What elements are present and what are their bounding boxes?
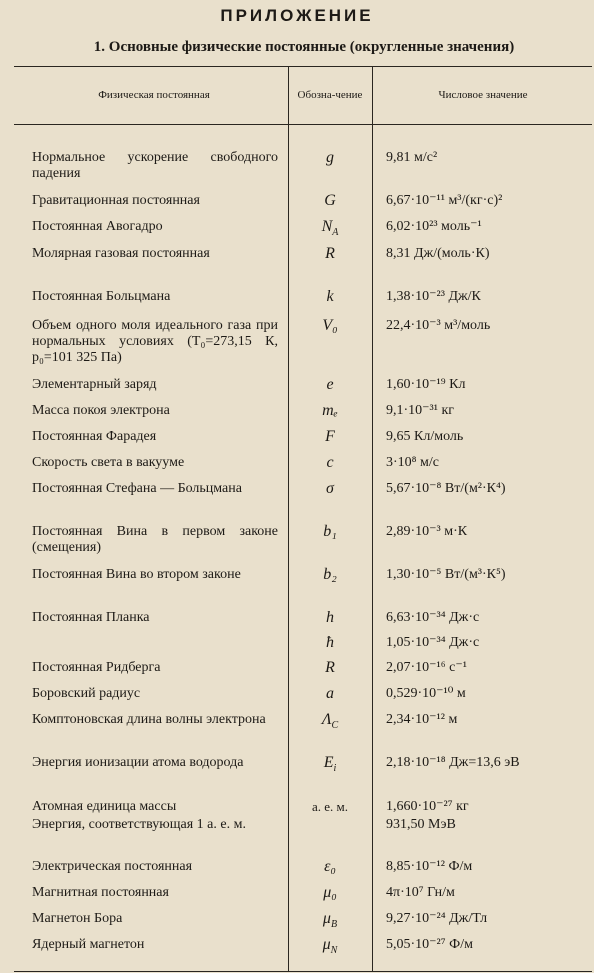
- constant-name: Постоянная Стефана — Больцмана: [32, 481, 242, 496]
- constant-value: 8,31 Дж/(моль·К): [386, 246, 490, 261]
- constant-value: 9,1·10⁻³¹ кг: [386, 403, 454, 418]
- constant-value: 6,02·10²³ моль⁻¹: [386, 219, 482, 234]
- constant-name: Постоянная Планка: [32, 610, 150, 625]
- table-caption: 1. Основные физические постоянные (округленные значения): [93, 39, 515, 55]
- constant-symbol: b₁: [323, 523, 337, 540]
- constant-symbol: e: [326, 376, 334, 393]
- constant-value: 5,05·10⁻²⁷ Ф/м: [386, 937, 473, 952]
- constant-symbol: b₂: [323, 566, 337, 583]
- constant-name: Постоянная Вина во втором законе: [32, 567, 241, 582]
- header-symbol: Обозна-чение: [297, 89, 363, 101]
- constant-symbol: $\mu_N$: [322, 936, 338, 957]
- constant-value: 1,05·10⁻³⁴ Дж·с: [386, 635, 480, 650]
- constant-value: 6,63·10⁻³⁴ Дж·с: [386, 610, 480, 625]
- constant-symbol: mₑ: [322, 402, 338, 419]
- constant-value: 2,18·10⁻¹⁸ Дж=13,6 эВ: [386, 755, 520, 770]
- constant-symbol: σ: [326, 480, 334, 497]
- constant-value: 2,89·10⁻³ м·К: [386, 524, 468, 539]
- constant-symbol: ε₀: [324, 858, 336, 875]
- constant-value: 3·10⁸ м/с: [386, 455, 440, 470]
- constant-value: 931,50 МэВ: [386, 817, 456, 832]
- constant-name: Молярная газовая постоянная: [32, 246, 210, 261]
- constant-name: Масса покоя электрона: [32, 403, 170, 418]
- constant-symbol: G: [324, 192, 336, 209]
- constant-name: Постоянная Авогадро: [32, 219, 163, 234]
- header-name: Физическая постоянная: [98, 89, 210, 101]
- constant-name: Объем одного моля идеального газа при нормальных условиях (T₀=273,15 К, p₀=101 325 Па): [32, 318, 278, 365]
- constant-symbol: $\mu_B$: [322, 910, 338, 931]
- constant-symbol: ħ: [326, 634, 334, 651]
- constant-name: Элементарный заряд: [32, 377, 157, 392]
- constant-value: 1,30·10⁻⁵ Вт/(м³·К⁵): [386, 567, 506, 582]
- constant-name: Энергия ионизации атома водорода: [32, 755, 244, 770]
- constant-value: 2,07·10⁻¹⁶ с⁻¹: [386, 660, 467, 675]
- constant-value: 9,81 м/с²: [386, 150, 438, 165]
- constant-value: 9,27·10⁻²⁴ Дж/Тл: [386, 911, 488, 926]
- constant-symbol: $\Lambda_C$: [321, 711, 339, 732]
- constant-symbol: h: [326, 609, 334, 626]
- constant-name: Постоянная Больцмана: [32, 289, 171, 304]
- constant-value: 2,34·10⁻¹² м: [386, 712, 458, 727]
- constant-value: 5,67·10⁻⁸ Вт/(м²·К⁴): [386, 481, 506, 496]
- constant-symbol: g: [326, 149, 334, 166]
- constant-symbol: R: [325, 659, 335, 676]
- constant-name: Постоянная Фарадея: [32, 429, 157, 444]
- constant-symbol: V₀: [322, 317, 338, 334]
- header-value: Числовое значение: [438, 89, 528, 101]
- constant-name: Нормальное ускорение свободного падения: [32, 150, 278, 181]
- constant-name: Постоянная Ридберга: [32, 660, 161, 675]
- constant-value: 6,67·10⁻¹¹ м³/(кг·с)²: [386, 193, 503, 208]
- constant-symbol: k: [326, 288, 334, 305]
- constant-symbol: а. е. м.: [311, 799, 349, 814]
- column-divider: [372, 66, 373, 971]
- page-title: ПРИЛОЖЕНИЕ: [220, 6, 374, 25]
- table-bottom-rule: [14, 971, 592, 972]
- constant-name: Энергия, соответствующая 1 а. е. м.: [32, 817, 246, 832]
- constant-value: 1,38·10⁻²³ Дж/К: [386, 289, 481, 304]
- constant-name: Боровский радиус: [32, 686, 141, 701]
- constant-name: Магнетон Бора: [32, 911, 123, 926]
- constant-name: Гравитационная постоянная: [32, 193, 200, 208]
- constant-symbol: $N_A$: [321, 218, 339, 239]
- constant-value: 1,60·10⁻¹⁹ Кл: [386, 377, 466, 392]
- constant-name: Электрическая постоянная: [32, 859, 193, 874]
- constant-value: 22,4·10⁻³ м³/моль: [386, 318, 491, 333]
- constant-name: Ядерный магнетон: [32, 937, 145, 952]
- constant-name: Комптоновская длина волны электрона: [32, 712, 266, 727]
- constant-symbol: F: [325, 428, 335, 445]
- constant-name: Скорость света в вакууме: [32, 455, 185, 470]
- constant-value: 4π·10⁷ Гн/м: [386, 885, 455, 900]
- constant-name: Постоянная Вина в первом законе (смещения): [32, 524, 278, 555]
- constant-name: Атомная единица массы: [32, 799, 177, 814]
- constant-value: 9,65 Кл/моль: [386, 429, 464, 444]
- constant-symbol: c: [326, 454, 334, 471]
- header-bottom-rule: [14, 124, 592, 125]
- constant-symbol: R: [325, 245, 335, 262]
- constant-value: 8,85·10⁻¹² Ф/м: [386, 859, 473, 874]
- constant-name: Магнитная постоянная: [32, 885, 169, 900]
- constant-symbol: μ₀: [323, 884, 337, 901]
- constant-value: 0,529·10⁻¹⁰ м: [386, 686, 466, 701]
- constant-symbol: $E_i$: [323, 754, 337, 775]
- constant-value: 1,660·10⁻²⁷ кг: [386, 799, 469, 814]
- constant-symbol: a: [326, 685, 334, 702]
